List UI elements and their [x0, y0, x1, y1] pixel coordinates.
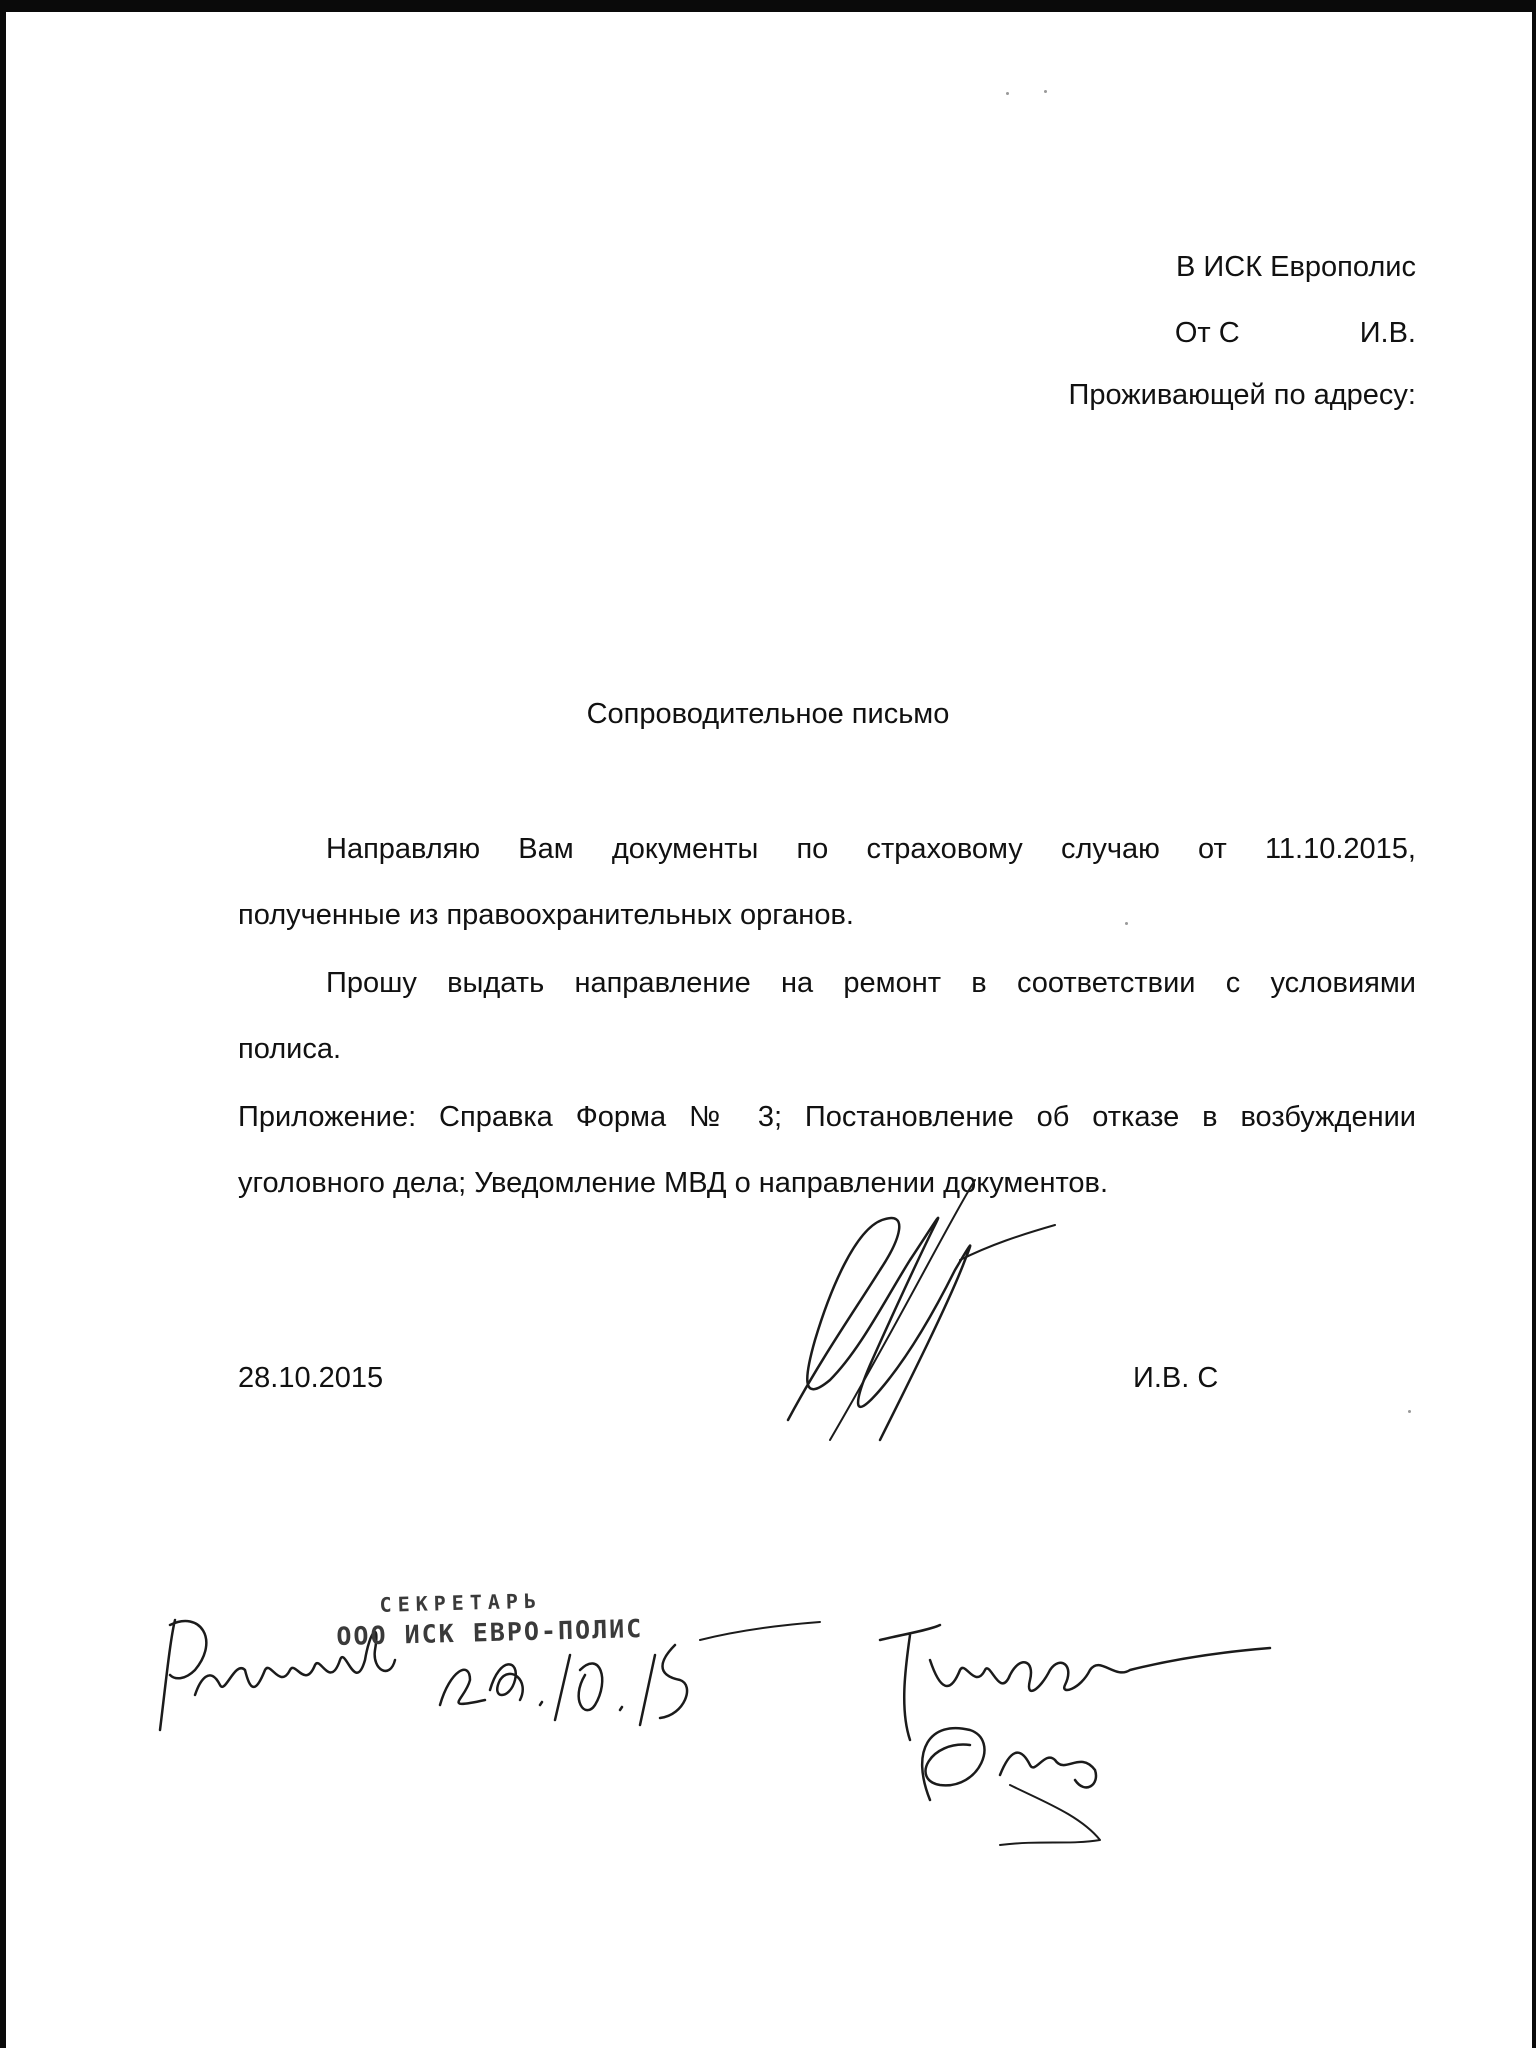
- scan-border-top: [0, 0, 1536, 12]
- addressee-from-prefix: От С: [1174, 317, 1240, 349]
- addressee-from-initials: И.В.: [1359, 317, 1416, 349]
- attachments-line-2: уголовного дела; Уведомление МВД о направлении документов.: [238, 1167, 1109, 1199]
- stamp-line-1: СЕКРЕТАРЬ: [379, 1588, 543, 1617]
- addressee-to: В ИСК Европолис: [1176, 251, 1416, 283]
- stamp-line-2: ООО ИСК ЕВРО-ПОЛИС: [336, 1613, 644, 1652]
- scan-speck: [1044, 90, 1047, 93]
- scan-border-left: [0, 0, 6, 2048]
- attachments-line-1: Приложение: Справка Форма № 3; Постановление об отказе в возбуждении: [238, 1101, 1416, 1133]
- scan-speck: [1408, 1410, 1411, 1413]
- address-label: Проживающей по адресу:: [1068, 379, 1416, 411]
- letter-title: Сопроводительное письмо: [586, 698, 950, 730]
- company-stamp: [335, 1586, 643, 1651]
- scan-border-right: [1532, 0, 1536, 2048]
- paragraph-1-line-1: Направляю Вам документы по страховому случаю от 11.10.2015,: [326, 833, 1416, 865]
- letter-date: 28.10.2015: [238, 1362, 384, 1394]
- addressee-from: [1175, 316, 1416, 350]
- body-paragraph-2: [238, 950, 1416, 1082]
- paragraph-2-line-1: Прошу выдать направление на ремонт в соответствии с условиями: [326, 967, 1416, 999]
- signer-name: И.В. С: [1133, 1362, 1219, 1394]
- scan-speck: [1006, 92, 1009, 95]
- paragraph-2-line-2: полиса.: [238, 1033, 342, 1065]
- body-paragraph-1: [238, 816, 1416, 948]
- author-signature: [760, 1150, 1060, 1470]
- paragraph-1-line-2: полученные из правоохранительных органов.: [238, 899, 854, 931]
- receipt-handwriting: [140, 1600, 1420, 1800]
